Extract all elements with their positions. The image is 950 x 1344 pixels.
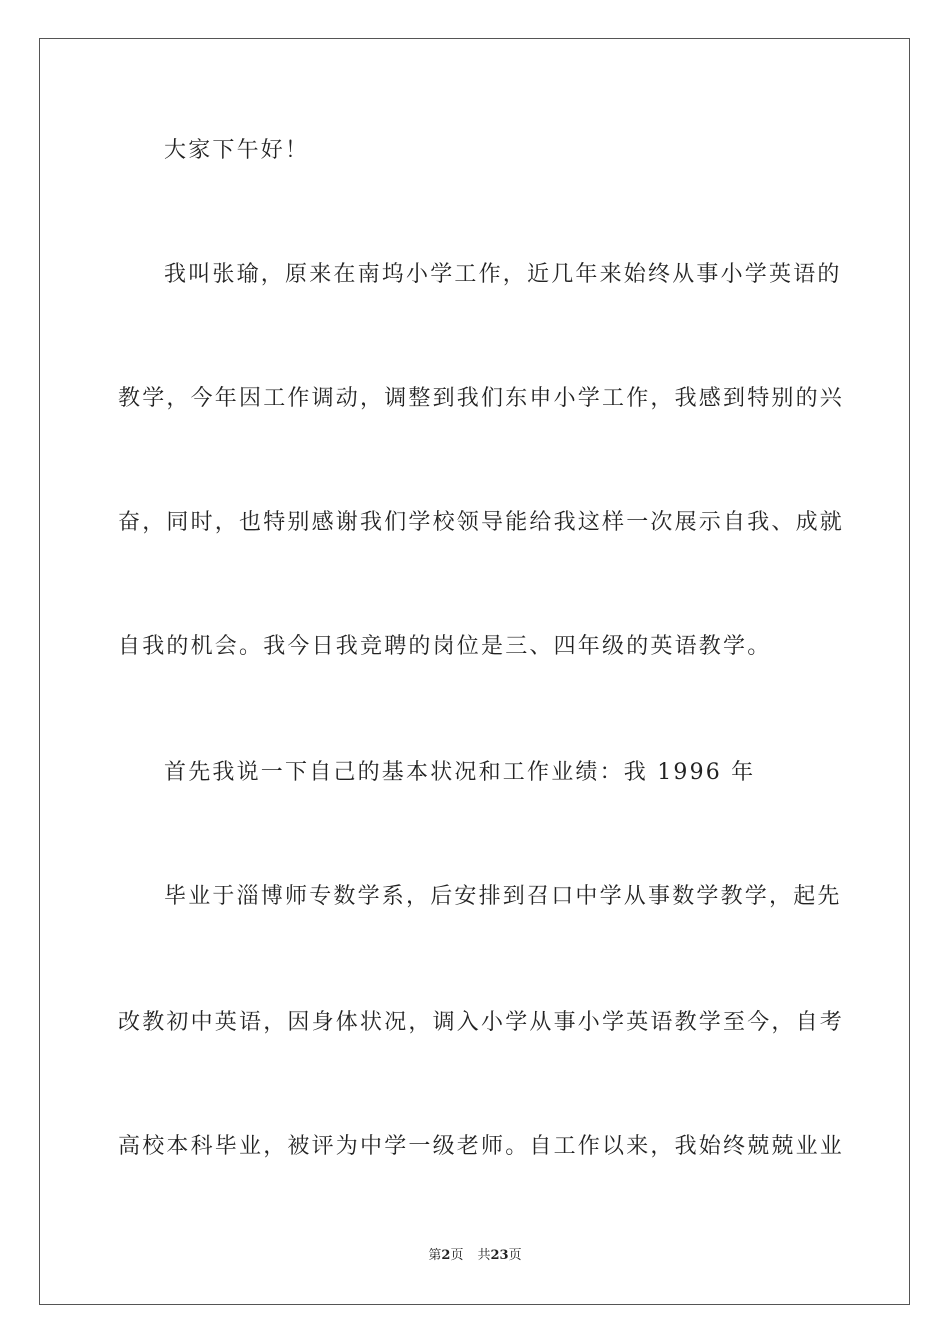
paragraph-1-line-3: 奋，同时，也特别感谢我们学校领导能给我这样一次展示自我、成就 (118, 510, 845, 535)
total-prefix: 共 (477, 1248, 491, 1263)
total-pages: 23 (490, 1248, 509, 1263)
page-border (39, 38, 910, 1305)
paragraph-1-line-2: 教学，今年因工作调动，调整到我们东申小学工作，我感到特别的兴 (118, 386, 845, 411)
paragraph-2-line-1: 首先我说一下自己的基本状况和工作业绩：我 1996 年 (164, 760, 756, 785)
page-prefix: 第 (428, 1248, 442, 1263)
page-footer (0, 1247, 950, 1265)
paragraph-3-line-1: 毕业于淄博师专数学系，后安排到召口中学从事数学教学，起先 (164, 884, 842, 909)
paragraph-3-line-2: 改教初中英语，因身体状况，调入小学从事小学英语教学至今，自考 (118, 1010, 845, 1035)
page-number: 2 (441, 1248, 451, 1263)
page-suffix: 页 (450, 1248, 464, 1263)
paragraph-1-line-4: 自我的机会。我今日我竞聘的岗位是三、四年级的英语教学。 (118, 634, 772, 659)
total-suffix: 页 (508, 1248, 522, 1263)
greeting-line: 大家下午好！ (164, 138, 310, 163)
paragraph-1-line-1: 我叫张瑜，原来在南坞小学工作，近几年来始终从事小学英语的 (164, 262, 842, 287)
paragraph-3-line-3: 高校本科毕业，被评为中学一级老师。自工作以来，我始终兢兢业业 (118, 1134, 845, 1159)
